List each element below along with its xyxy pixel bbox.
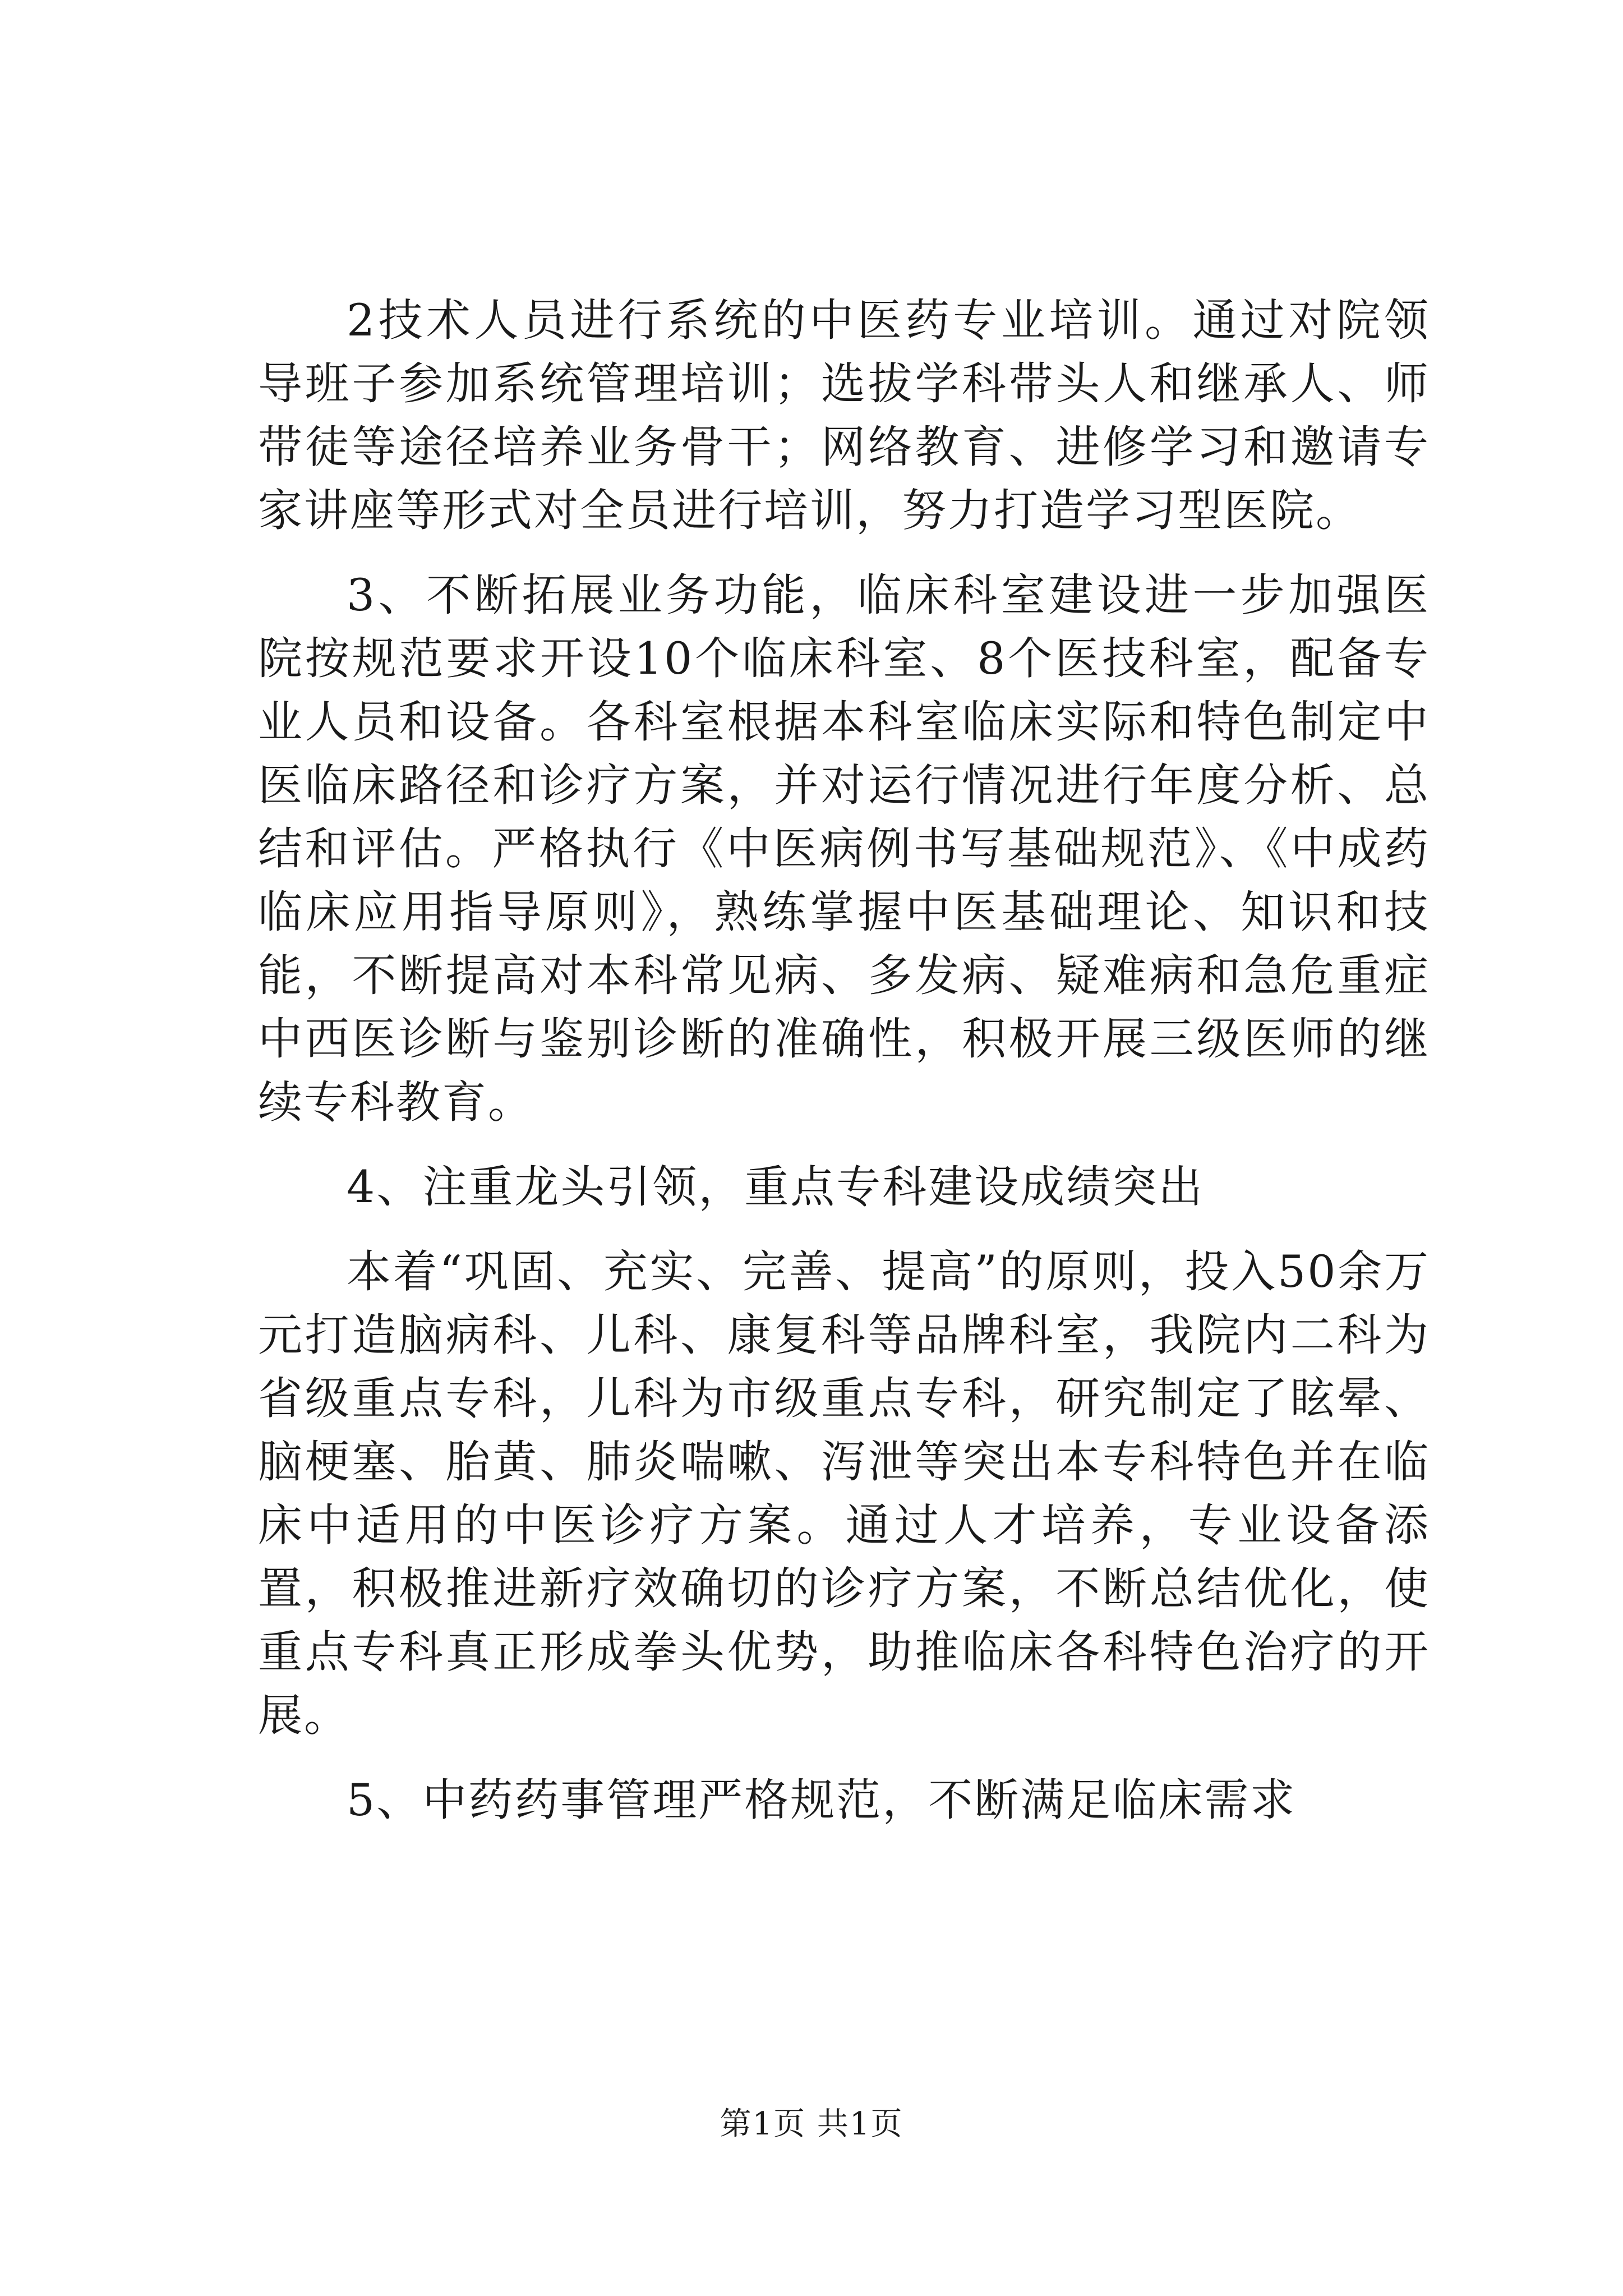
document-body xyxy=(258,289,1430,1832)
page-footer: 第1页 共1页 xyxy=(720,2106,903,2142)
paragraph-clinical-departments: 3、不断拓展业务功能，临床科室建设进一步加强医院按规范要求开设10个临床科室、8个医技科室，配备专业人员和设备。各科室根据本科室临床实际和特色制定中医临床路径和诊疗方案，并对运行情况进行年度分析、总结和评估。严格执行《中医病例书写基础规范》、《中成药临床应用指导原则》，熟练掌握中医基础理论、知识和技能，不断提高对本科常见病、多发病、疑难病和急危重症中西医诊断与鉴别诊断的准确性，积极开展三级医师的继续专科教育。 xyxy=(258,569,1430,1128)
paragraph-key-specialties: 本着“巩固、充实、完善、提高”的原则，投入50余万元打造脑病科、儿科、康复科等品牌科室，我院内二科为省级重点专科，儿科为市级重点专科，研究制定了眩晕、脑梗塞、胎黄、肺炎喘嗽、泻泄等突出本专科特色并在临床中适用的中医诊疗方案。通过人才培养，专业设备添置，积极推进新疗效确切的诊疗方案，不断总结优化，使重点专科真正形成拳头优势，助推临床各科特色治疗的开展。 xyxy=(258,1246,1430,1741)
heading-key-specialties: 4、注重龙头引领，重点专科建设成绩突出 xyxy=(347,1161,1205,1213)
heading-pharmacy-management: 5、中药药事管理严格规范，不断满足临床需求 xyxy=(347,1774,1297,1826)
paragraph-staff-training: 2技术人员进行系统的中医药专业培训。通过对院领导班子参加系统管理培训；选拔学科带头人和继承人、师带徒等途径培养业务骨干；网络教育、进修学习和邀请专家讲座等形式对全员进行培训，努力打造学习型医院。 xyxy=(258,295,1430,536)
